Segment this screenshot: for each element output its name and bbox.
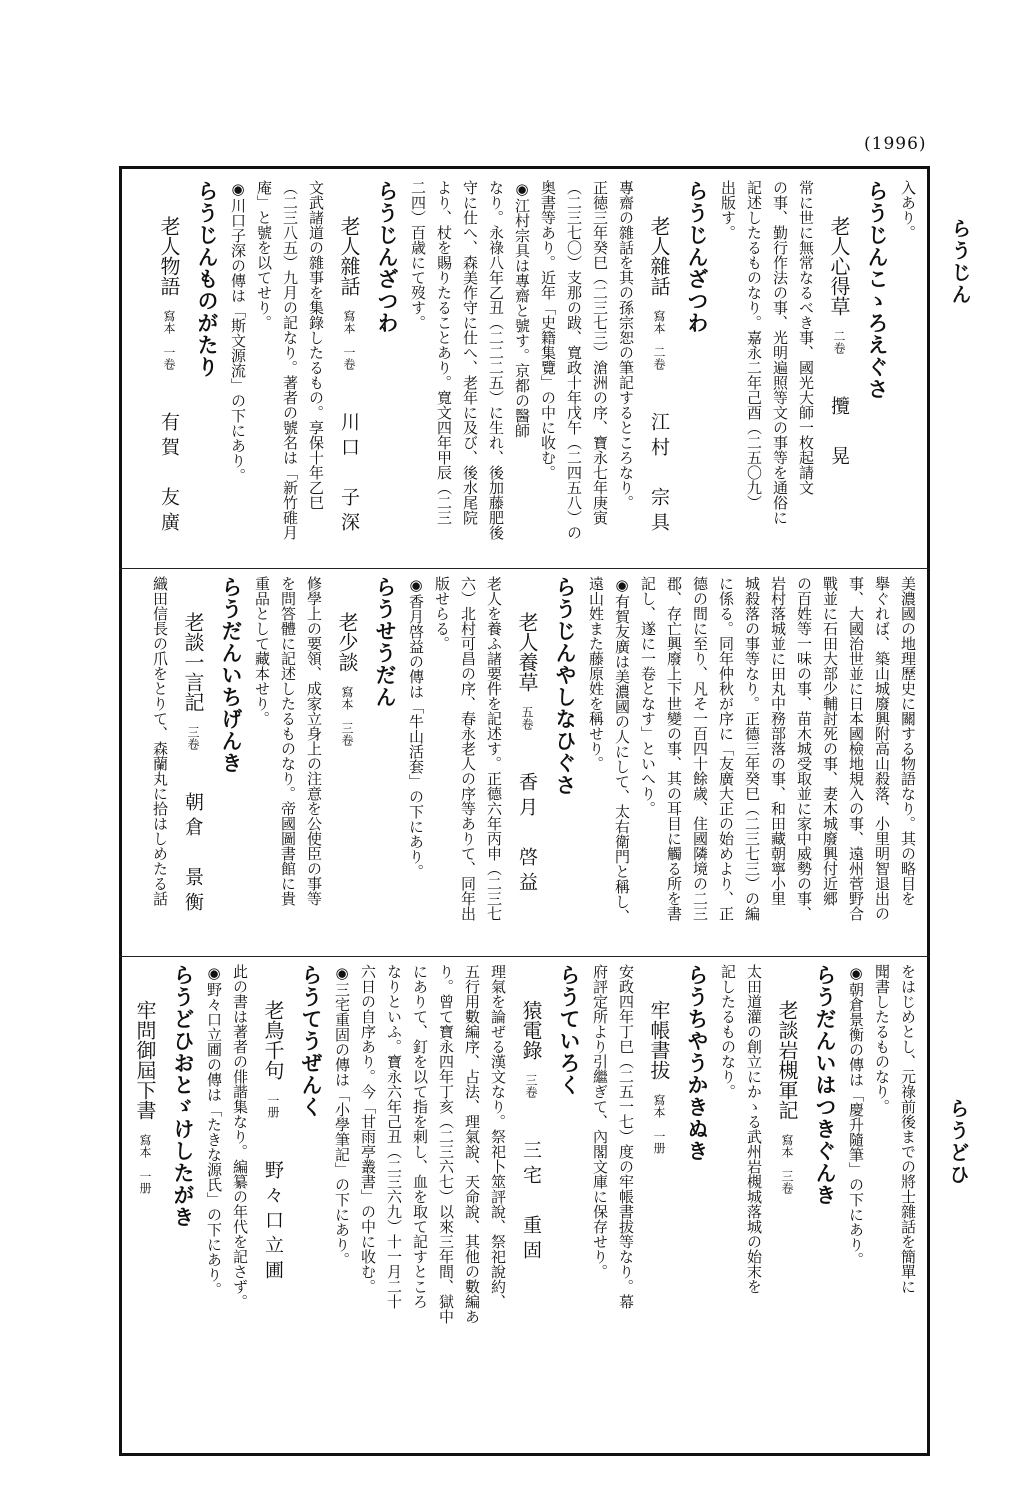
entry-heading bbox=[767, 964, 807, 1442]
text-line: 織田信長の爪をとりて、森蘭丸に拾はしめたる話 bbox=[151, 576, 169, 906]
text-line: 入あり。 bbox=[899, 180, 917, 240]
entry-volume: 五卷 bbox=[520, 706, 534, 731]
running-head-top: らうじん bbox=[948, 218, 972, 306]
entry-title: 老人物語 bbox=[157, 216, 181, 296]
dictionary-section-3 bbox=[128, 964, 921, 1442]
text-line: 六日の自序あり。今「甘雨亭叢書」の中に收む。 bbox=[359, 964, 377, 1294]
entry-heading bbox=[128, 964, 165, 1442]
dictionary-section-2 bbox=[128, 576, 921, 949]
dictionary-section-1 bbox=[128, 180, 921, 562]
text-line: 守に仕へ、森美作守に仕へ、老年に及び、後水尾院 bbox=[461, 180, 479, 525]
text-line: 記し、遂に一卷となす」といへり。 bbox=[639, 576, 657, 816]
text-line: より、杖を賜りたることあり。寬文四年甲辰（二三 bbox=[435, 180, 453, 525]
text-line: 郡、存亡興廢上下世變の事、其の耳目に觸る所を書 bbox=[665, 576, 683, 921]
text-line: 記したるものなり。 bbox=[719, 964, 737, 1099]
text-line: 出版す。 bbox=[719, 180, 737, 240]
text-line: 德の間に至り、凡そ一百四十餘歲、住國隣境の二三 bbox=[691, 576, 709, 921]
entry-author: 三宅 重固 bbox=[520, 1140, 542, 1266]
text-line: 專齋の雜話を其の孫宗恕の筆記するところなり。 bbox=[617, 180, 635, 510]
entry-heading bbox=[253, 964, 293, 1442]
entry-author: 野々口立圃 bbox=[262, 1160, 284, 1286]
text-line: 老人を養ふ諸要件を記述す。正德六年丙申（二三七 bbox=[485, 576, 503, 921]
entry-author: 川口 子深 bbox=[338, 412, 360, 538]
entry-reading: らうじんざつわ bbox=[685, 180, 709, 334]
text-line: ◉三宅重固の傳は「小學筆記」の下にあり。 bbox=[333, 964, 351, 1267]
entry-volume: 寫本 三卷 bbox=[780, 1134, 794, 1195]
text-line: 版せらる。 bbox=[433, 576, 451, 651]
text-line: 城殺落の事等なり。正德三年癸巳（二三七三）の編 bbox=[743, 576, 761, 921]
text-line: 文武諸道の雜事を集錄したるもの。享保十年乙巳 bbox=[307, 180, 325, 510]
entry-volume: 寫本 一册 bbox=[138, 1134, 152, 1195]
entry-heading bbox=[329, 180, 369, 562]
entry-reading: らうどひおとゞけしたがき bbox=[171, 964, 195, 1228]
entry-title: 老談一言記 bbox=[181, 612, 205, 712]
text-line: 安政四年丁巳（二五一七）度の牢帳書拔等なり。幕 bbox=[617, 964, 635, 1309]
entry-title: 猿電錄 bbox=[519, 1000, 543, 1060]
text-line: 五行用數編序、占法、理氣說、天命說、其他の數編あ bbox=[463, 964, 481, 1324]
text-line: ◉川口子深の傳は「斯文源流」の下にあり。 bbox=[229, 180, 247, 483]
entry-heading bbox=[639, 180, 679, 562]
text-line: にありて、釘を以て指を刺し、血を取て記すところ bbox=[411, 964, 429, 1309]
entry-heading bbox=[819, 180, 859, 562]
entry-title: 老人心得草 bbox=[827, 216, 851, 316]
text-line: の事、勤行作法の事、光明遍照等文の事等を通俗に bbox=[771, 180, 789, 525]
text-line: 美濃國の地理歷史に關する物語なり。其の略目を bbox=[899, 576, 917, 906]
text-line: を問答體に記述したるものなり。帝國圖書館に貴 bbox=[279, 576, 297, 906]
entry-author: 香月 啓益 bbox=[516, 772, 538, 898]
text-line: （二三七〇）支那の跋、寬政十年戊午（二四五八）の bbox=[565, 180, 583, 540]
entry-reading: らうじんやしなひぐさ bbox=[553, 576, 577, 796]
entry-reading: らうじんざつわ bbox=[375, 180, 399, 334]
entry-title: 老鳥千句 bbox=[261, 1000, 285, 1080]
entry-reading: らうちやうかきぬき bbox=[685, 964, 709, 1162]
entry-reading: らうせうだん bbox=[373, 576, 397, 708]
section-divider bbox=[119, 956, 930, 957]
text-line: なりといふ。寶永六年己丑（二三六九）十一月二十 bbox=[385, 964, 403, 1309]
entry-volume: 寫本 一卷 bbox=[162, 310, 176, 371]
entry-title: 牢帳書拔 bbox=[647, 1000, 671, 1080]
entry-volume: 二卷 bbox=[832, 330, 846, 355]
text-line: 岩村落城並に田丸中務部落の事、和田藏朝寧小里 bbox=[769, 576, 787, 906]
text-line: に係る。同年仲秋が序に「友廣大正の始めより、正 bbox=[717, 576, 735, 921]
text-line: ◉野々口立圃の傳は「たきな源氏」の下にあり。 bbox=[205, 964, 223, 1297]
entry-heading bbox=[639, 964, 679, 1442]
running-head-bottom: らうどひ bbox=[946, 1098, 970, 1186]
entry-title: 老人雜話 bbox=[647, 216, 671, 296]
entry-heading bbox=[507, 576, 547, 949]
entry-heading bbox=[511, 964, 551, 1442]
text-line: 庵」と號を以てせり。 bbox=[255, 180, 273, 330]
entry-title: 老人養草 bbox=[515, 612, 539, 692]
entry-volume: 寫本 二卷 bbox=[652, 310, 666, 371]
entry-volume: 一册 bbox=[266, 1094, 280, 1119]
entry-volume: 寫本 三卷 bbox=[340, 686, 354, 747]
entry-volume: 寫本 一册 bbox=[652, 1094, 666, 1155]
text-line: ◉江村宗具は專齋と號す。京都の醫師 bbox=[513, 180, 531, 438]
entry-reading: らうていろく bbox=[557, 964, 581, 1096]
entry-title: 老人雜話 bbox=[337, 216, 361, 296]
text-line: 常に世に無常なるべき事、國光大師一枚起請文 bbox=[797, 180, 815, 495]
text-line: （二三八五）九月の記なり。著者の號名は「新竹碓月 bbox=[281, 180, 299, 540]
text-line: 二四）百歳にて歿す。 bbox=[409, 180, 427, 330]
entry-reading: らうだんいちげんき bbox=[219, 576, 243, 774]
text-line: をはじめとし、元祿前後までの將士雜話を簡單に bbox=[899, 964, 917, 1294]
text-line: 修學上の要領、成家立身上の注意を公使臣の事等 bbox=[305, 576, 323, 906]
entry-volume: 寫本 一卷 bbox=[342, 310, 356, 371]
text-line: なり。永祿八年乙丑（二二二五）に生れ、後加藤肥後 bbox=[487, 180, 505, 540]
entry-reading: らうじんこゝろえぐさ bbox=[865, 180, 889, 400]
entry-title: 老少談 bbox=[335, 612, 359, 672]
text-line: の百姓等一味の事、苗木城受取並に家中威勢の事、 bbox=[795, 576, 813, 921]
text-line: 此の書は著者の俳諧集なり。編纂の年代を記さず。 bbox=[231, 964, 249, 1309]
entry-author: 有賀 友廣 bbox=[158, 412, 180, 538]
entry-author: 朝倉 景衡 bbox=[182, 792, 204, 918]
text-line: 事、大國治世並に日本國檢地規入の事、遠州菅野合 bbox=[847, 576, 865, 921]
text-line: ◉有賀友廣は美濃國の人にして、太右衛門と稱し、 bbox=[613, 576, 631, 924]
text-line: 府評定所より引繼ぎて、內閣文庫に保存せり。 bbox=[591, 964, 609, 1279]
entry-reading: らうだんいはつきぐんき bbox=[813, 964, 837, 1206]
text-line: 正徳三年癸巳（二三七三）滄洲の序、寶永七年庚寅 bbox=[591, 180, 609, 525]
entry-heading bbox=[327, 576, 367, 949]
text-line: り。曾て寶永四年丁亥（二三六七）以來三年間、獄中 bbox=[437, 964, 455, 1324]
text-line: ◉香月啓益の傳は「牛山活套」の下にあり。 bbox=[407, 576, 425, 879]
entry-volume: 三卷 bbox=[186, 726, 200, 751]
text-line: 太田道灌の創立にかゝる武州岩槻城落城の始末を bbox=[745, 964, 763, 1294]
text-line: 重品として藏本せり。 bbox=[253, 576, 271, 726]
entry-heading bbox=[173, 576, 213, 949]
entry-author: 江村 宗具 bbox=[648, 412, 670, 538]
page-number: (1996) bbox=[864, 134, 927, 154]
text-line: 聞書したるものなり。 bbox=[873, 964, 891, 1114]
entry-title: 老談岩槻軍記 bbox=[775, 1000, 799, 1120]
entry-reading: らうてうぜんく bbox=[299, 964, 323, 1118]
text-line: 擧ぐれば、築山城廢興附高山殺落、小里明智退出の bbox=[873, 576, 891, 921]
entry-heading bbox=[149, 180, 189, 562]
entry-author: 攬 晃 bbox=[828, 396, 850, 472]
section-divider bbox=[119, 568, 930, 569]
entry-volume: 三卷 bbox=[524, 1074, 538, 1099]
entry-reading: らうじんものがたり bbox=[195, 180, 219, 378]
text-line: 理氣を論ぜる漢文なり。祭祀卜筮評說、祭祀說約、 bbox=[489, 964, 507, 1309]
text-line: 戰並に石田大部少輔討死の事、妻木城廢興付近郷 bbox=[821, 576, 839, 906]
text-line: 奥書等あり。近年「史籍集覽」の中に收む。 bbox=[539, 180, 557, 480]
text-line: 遠山姓また藤原姓を稱せり。 bbox=[587, 576, 605, 771]
text-line: 記述したるものなり。嘉永二年己酉（二五〇九） bbox=[745, 180, 763, 510]
entry-title: 牢問御屆下書 bbox=[133, 1000, 157, 1120]
text-line: 六）北村可昌の序、春永老人の序等ありて、同年出 bbox=[459, 576, 477, 921]
text-line: ◉朝倉景衡の傳は「慶升隨筆」の下にあり。 bbox=[847, 964, 865, 1267]
